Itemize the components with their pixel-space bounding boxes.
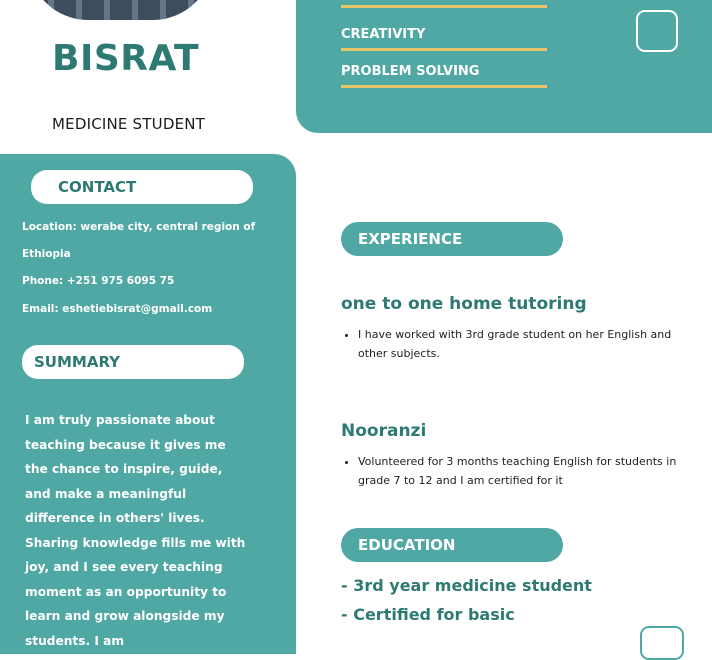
job-bullets [341,452,678,490]
contact-email: Email: eshetiebisrat@gmail.com [22,303,213,315]
job-title: Nooranzi [341,421,427,441]
contact-heading: CONTACT [31,170,253,204]
contact-location-cont: Ethiopia [22,248,71,260]
education-line: - 3rd year medicine student [341,576,592,595]
profile-photo [28,0,213,20]
job-title: one to one home tutoring [341,294,587,314]
education-line: - Certified for basic [341,605,515,624]
summary-heading: SUMMARY [22,345,244,379]
list-item: • Volunteered for 3 months teaching English for students in grade 7 to 12 and I am certified for it [358,452,678,490]
square-icon [636,10,678,52]
list-item: • I have worked with 3rd grade student on her English and other subjects. [358,325,678,363]
job-bullets [341,325,678,363]
skill-item [341,0,547,8]
square-icon [640,626,684,660]
skill-item: PROBLEM SOLVING [341,64,547,88]
skill-item: CREATIVITY [341,27,547,51]
contact-phone: Phone: +251 975 6095 75 [22,275,175,287]
left-panel [0,154,296,654]
profile-name: BISRAT [52,38,200,79]
skills-panel [296,0,712,133]
profile-role: MEDICINE STUDENT [52,115,206,133]
experience-heading: EXPERIENCE [341,222,563,256]
contact-location: Location: werabe city, central region of [22,221,256,233]
summary-text: I am truly passionate about teaching because it gives me the chance to inspire, guide, and make a meaningful difference in others' lives. Sharing knowledge fills me with joy, and I see every teaching moment as an opportunity to learn and grow alongside my students. I am [25,413,246,648]
education-heading: EDUCATION [341,528,563,562]
